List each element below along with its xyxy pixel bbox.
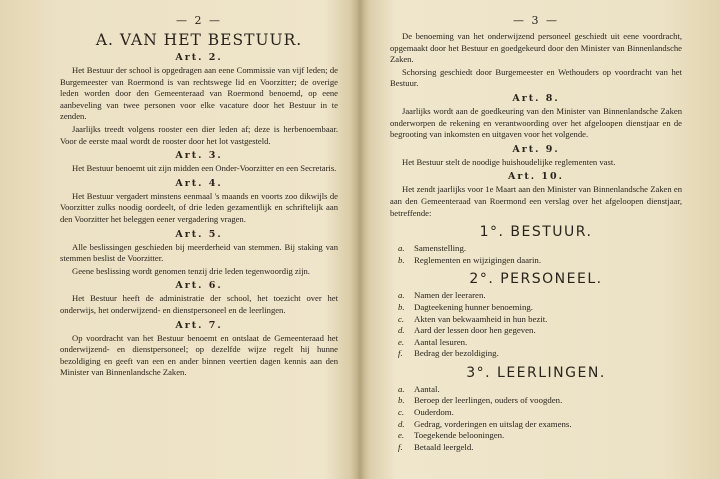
article-heading: Art. 3. [175,150,223,162]
page-number: — 3 — [513,14,559,27]
article-9 [390,144,682,169]
item-letter: c. [398,407,405,418]
item-list [398,243,682,266]
subsection-bestuur [390,224,682,266]
article-4 [60,178,338,226]
subsection-title: 1°. BESTUUR. [479,224,593,241]
article-6 [60,280,338,316]
item-letter: b. [398,395,405,406]
article-paragraph: Op voordracht van het Bestuur benoemt en ontslaat de Gemeenteraad het onderwijzend- en dienstpersoneel; op dezelfde wijze regelt hij hunne bezoldiging en geeft van een en ander binnen veertien dagen kennis aan den Minister van Binnenlandsche Zaken. [60,332,338,378]
article-heading: Art. 4. [175,177,223,189]
article-paragraph: Het Bestuur benoemt uit zijn midden een Onder-Voorzitter en een Secretaris. [72,163,337,174]
item-letter: a. [398,383,405,394]
intro-paragraph: Schorsing geschiedt door Burgemeester en Wethouders op voordracht van het Bestuur. [390,66,682,89]
article-2 [60,52,338,147]
item-text: Beroep der leerlingen, ouders of voogden. [414,395,563,406]
right-page [360,0,720,479]
item-text: Betaald leergeld. [414,441,474,452]
list-item [398,337,682,349]
subsection-leerlingen [390,365,682,454]
article-paragraph: Jaarlijks treedt volgens rooster een dier leden af; deze is herbenoembaar. Voor de eerste maal wordt de rooster door het lot vastgesteld. [60,123,338,146]
article-heading: Art. 9. [512,143,560,155]
item-text: Bedrag der bezoldiging. [414,348,499,359]
item-text: Aantal lesuren. [414,336,468,347]
item-text: Toegekende belooningen. [414,430,505,441]
article-paragraph: Het Bestuur der school is opgedragen aan eene Commissie van vijf leden; de Burgemeester van Roermond is van rechtswege lid en Voorzitter; de overige leden worden door den Gemeenteraad van Roermond benoemd, op eene aanbeveling van twee personen voor elke vacature door het Bestuur in te zenden. [60,65,338,122]
article-3 [60,150,338,175]
list-item [398,325,682,337]
article-heading: Art. 5. [175,228,223,240]
article-paragraph: Jaarlijks wordt aan de goedkeuring van den Minister van Binnenlandsche Zaken onderworpen de rekening en verantwoording over het afgeloopen dienstjaar en de begrooting van inkomsten en uitgaven voor het volgende. [390,105,682,140]
list-item [398,384,682,396]
article-10 [390,171,682,219]
list-item [398,407,682,419]
item-text: Akten van bekwaamheid in hun bezit. [414,313,548,324]
list-item [398,243,682,255]
list-item [398,395,682,407]
page-number: — 2 — [176,14,222,27]
article-7 [60,320,338,379]
article-8 [390,93,682,141]
item-letter: c. [398,313,405,324]
article-paragraph: Het Bestuur heeft de administratie der school, het toezicht over het onderwijs, het onderwijzend- en dienstpersoneel en de leerlingen. [60,293,338,315]
item-text: Aard der lessen door hen gegeven. [414,325,536,336]
list-item [398,302,682,314]
item-list [398,290,682,360]
item-letter: d. [398,325,405,336]
subsection-title: 3°. LEERLINGEN. [466,364,606,381]
item-letter: d. [398,418,405,429]
subsection-title: 2°. PERSONEEL. [469,271,603,288]
item-text: Aantal. [414,383,440,394]
item-letter: e. [398,430,405,441]
article-5 [60,229,338,278]
list-item [398,419,682,431]
item-text: Samenstelling. [414,243,467,254]
item-letter: a. [398,290,405,301]
article-heading: Art. 8. [512,92,560,104]
item-text: Gedrag, vorderingen en uitslag der examens. [414,418,572,429]
article-paragraph: Het Bestuur vergadert minstens eenmaal 's maands en voorts zoo dikwijls de Voorzitter zulks noodig oordeelt, of drie leden gezamentlijk en schriftelijk aan den Voorzitter het beleggen eener vergadering vragen. [60,190,338,224]
item-letter: f. [398,441,403,452]
list-item [398,290,682,302]
item-letter: b. [398,254,405,265]
item-list [398,384,682,454]
item-text: Dagteekening hunner benoeming. [414,301,533,312]
list-item [398,442,682,454]
article-paragraph: Alle beslissingen geschieden bij meerderheid van stemmen. Bij staking van stemmen beslist de Voorzitter. [60,241,338,264]
list-item [398,348,682,360]
item-letter: e. [398,336,405,347]
subsection-personeel [390,271,682,360]
article-heading: Art. 2. [175,52,223,63]
item-letter: a. [398,243,405,254]
item-text: Ouderdom. [414,407,454,418]
item-text: Reglementen en wijzigingen daarin. [414,254,542,265]
item-letter: f. [398,348,403,359]
article-paragraph: Het zendt jaarlijks voor 1e Maart aan den Minister van Binnenlandsche Zaken en aan den Gemeenteraad van Roermond een verslag over het afgeloopen dienstjaar, betreffende: [390,184,682,218]
intro-paragraph: De benoeming van het onderwijzend personeel geschiedt uit eene voordracht, opgemaakt door het Bestuur en goedgekeurd door den Minister van Binnenlandsche Zaken. [390,31,682,65]
list-item [398,255,682,267]
article-paragraph: Het Bestuur stelt de noodige huishoudelijke reglementen vast. [402,156,616,167]
section-title: A. VAN HET BESTUUR. [95,31,303,49]
list-item [398,430,682,442]
article-heading: Art. 6. [175,280,223,292]
article-paragraph: Geene beslissing wordt genomen tenzij drie leden tegenwoordig zijn. [72,265,310,276]
article-heading: Art. 10. [508,171,564,183]
list-item [398,314,682,326]
article-heading: Art. 7. [175,319,223,331]
item-text: Namen der leeraren. [414,290,486,301]
item-letter: b. [398,301,405,312]
